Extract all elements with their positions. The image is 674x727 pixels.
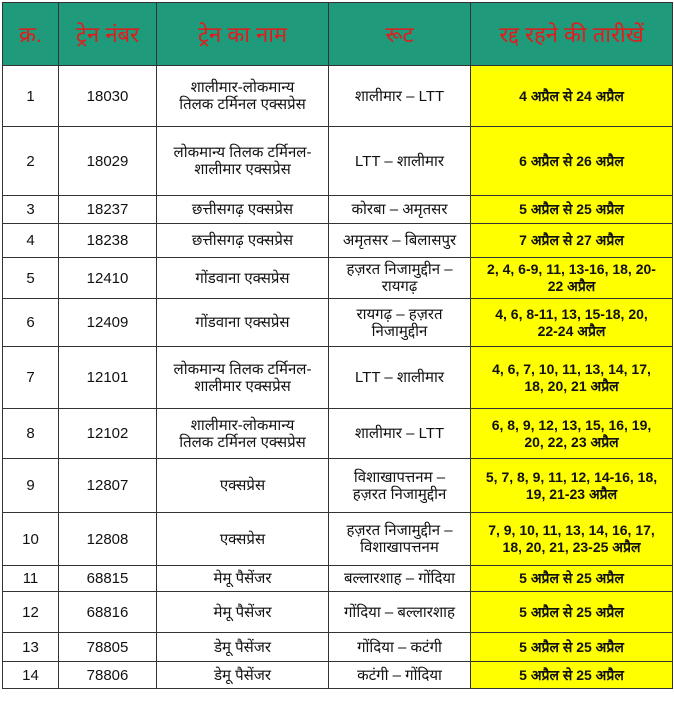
cell-train-name-line: शालीमार एक्सप्रेस [194,161,291,178]
cell-route [329,459,471,513]
cell-train-no-line: 18238 [86,232,129,249]
table-row [3,258,673,299]
cell-sr-line: 3 [26,201,35,218]
cell-train-name-line: डेमू पैसेंजर [213,638,272,656]
cell-dates-line: 18, 20, 21 अप्रैल [524,377,619,394]
cell-sr-line: 12 [22,603,39,621]
cell-train-no-line: 78805 [86,638,129,656]
cell-sr [3,196,59,224]
cell-sr [3,224,59,258]
table-row [3,566,673,592]
cell-train-name [157,592,329,633]
cancelled-trains-table [2,2,673,689]
cell-train-name-line: मेमू पैसेंजर [213,603,272,621]
cell-train-name-line: छत्तीसगढ़ एक्सप्रेस [191,232,294,249]
cell-route [329,127,471,196]
table-row [3,127,673,196]
cell-train-name [157,409,329,459]
cell-route-line: हज़रत निजामुद्दीन – [346,261,453,278]
cell-train-no [59,299,157,347]
cell-train-name [157,459,329,513]
cell-route [329,347,471,409]
cell-route-line: बल्लारशाह – गोंदिया [343,570,455,587]
cell-train-no [59,258,157,299]
cell-sr [3,592,59,633]
cell-train-name-line: छत्तीसगढ़ एक्सप्रेस [191,201,294,218]
cell-train-no [59,409,157,459]
cell-route [329,224,471,258]
cell-route [329,592,471,633]
cell-train-no [59,662,157,689]
cell-route-line: LTT – शालीमार [354,369,445,386]
cell-train-no [59,513,157,566]
header-sr: क्र. [3,3,59,66]
cell-train-no-line: 12808 [86,530,129,548]
cell-train-no [59,224,157,258]
cell-sr-line: 14 [22,666,39,684]
header-dates: रद्द रहने की तारीखें [471,3,673,66]
cell-route-line: गोंदिया – बल्लारशाह [343,603,455,621]
cell-dates-line: 4, 6, 7, 10, 11, 13, 14, 17, [492,360,651,377]
cell-dates-line: 22 अप्रैल [547,278,596,294]
cell-dates [471,662,673,689]
cell-dates-line: 5 अप्रैल से 25 अप्रैल [519,201,624,217]
cell-route [329,409,471,459]
cell-route [329,662,471,689]
cell-route [329,513,471,566]
cell-train-name-line: तिलक टर्मिनल एक्सप्रेस [179,96,306,113]
cell-train-no-line: 18030 [86,87,129,105]
cell-train-no-line: 12807 [86,477,129,494]
cell-train-no [59,459,157,513]
cell-route-line: हज़रत निजामुद्दीन – [346,522,453,539]
table-row [3,224,673,258]
cell-train-name-line: गोंडवाना एक्सप्रेस [195,314,290,331]
cell-route-line: शालीमार – LTT [354,425,445,442]
cell-train-no [59,66,157,127]
cell-sr [3,513,59,566]
cell-dates [471,66,673,127]
table-row [3,409,673,459]
cell-route [329,66,471,127]
cell-sr-line: 2 [26,152,35,170]
cell-sr [3,258,59,299]
table-row [3,196,673,224]
cell-sr-line: 10 [22,530,39,548]
cell-dates-line: 7 अप्रैल से 27 अप्रैल [519,232,624,248]
table-row [3,662,673,689]
cell-train-name [157,299,329,347]
cell-train-no [59,196,157,224]
cell-dates [471,513,673,566]
cell-sr-line: 5 [26,269,35,287]
cell-train-name-line: लोकमान्य तिलक टर्मिनल- [173,144,312,161]
cell-dates-line: 6, 8, 9, 12, 13, 15, 16, 19, [491,416,652,433]
cell-sr [3,662,59,689]
table-row [3,513,673,566]
header-route: रूट [329,3,471,66]
cell-dates-line: 5, 7, 8, 9, 11, 12, 14-16, 18, [485,468,658,485]
cell-route [329,633,471,662]
cell-dates-line: 5 अप्रैल से 25 अप्रैल [519,570,624,586]
table-row [3,347,673,409]
cell-sr [3,409,59,459]
cell-sr [3,127,59,196]
cell-dates-line: 4, 6, 8-11, 13, 15-18, 20, [495,305,648,322]
cell-dates [471,566,673,592]
cell-route [329,196,471,224]
cell-train-no-line: 12410 [86,269,129,287]
cell-dates [471,258,673,299]
cell-dates [471,633,673,662]
cell-train-no [59,592,157,633]
cell-train-name-line: एक्सप्रेस [219,530,266,548]
cell-train-name-line: शालीमार एक्सप्रेस [194,377,291,395]
cell-train-no-line: 68815 [86,570,129,587]
cell-train-no-line: 68816 [86,603,129,621]
cell-sr-line: 7 [26,369,35,386]
cell-route-line: कोरबा – अमृतसर [351,201,448,218]
cell-dates [471,299,673,347]
cell-train-name-line: तिलक टर्मिनल एक्सप्रेस [179,433,306,451]
cell-dates-line: 5 अप्रैल से 25 अप्रैल [519,638,624,655]
cell-route [329,299,471,347]
cell-dates-line: 5 अप्रैल से 25 अप्रैल [519,666,624,683]
cell-dates-line: 18, 20, 21, 23-25 अप्रैल [502,539,641,555]
cell-dates-line: 6 अप्रैल से 26 अप्रैल [519,152,624,169]
cell-sr-line: 11 [22,570,39,587]
cell-train-no-line: 78806 [86,666,129,684]
cell-route [329,258,471,299]
cell-dates [471,224,673,258]
cell-sr-line: 1 [26,87,35,105]
cell-train-no-line: 12101 [86,369,129,386]
cell-train-name [157,566,329,592]
table-row [3,299,673,347]
cell-route-line: निजामुद्दीन [371,322,428,340]
cell-route-line: विशाखापत्तनम [360,539,439,556]
cell-dates-line: 5 अप्रैल से 25 अप्रैल [519,603,624,620]
table-row [3,459,673,513]
cell-route-line: अमृतसर – बिलासपुर [342,232,457,249]
cell-sr [3,459,59,513]
cell-sr [3,347,59,409]
cell-train-no-line: 18029 [86,152,129,170]
cell-dates-line: 20, 22, 23 अप्रैल [524,433,619,450]
cell-dates [471,409,673,459]
cell-route-line: कटंगी – गोंदिया [357,666,442,684]
cell-dates [471,347,673,409]
cell-dates-line: 7, 9, 10, 11, 13, 14, 16, 17, [488,522,655,538]
table-row [3,592,673,633]
cell-train-no [59,127,157,196]
cell-train-name-line: लोकमान्य तिलक टर्मिनल- [173,360,312,378]
cell-route [329,566,471,592]
cell-dates-line: 2, 4, 6-9, 11, 13-16, 18, 20- [487,261,656,277]
cell-train-name-line: डेमू पैसेंजर [213,666,272,684]
cell-train-name-line: मेमू पैसेंजर [213,570,272,587]
header-train-no: ट्रेन नंबर [59,3,157,66]
cell-train-name [157,196,329,224]
cell-train-name-line: एक्सप्रेस [219,477,266,494]
cell-train-name [157,513,329,566]
cell-train-name [157,224,329,258]
cell-train-name [157,66,329,127]
table-row [3,66,673,127]
cell-train-no-line: 12102 [86,425,129,442]
table-row [3,633,673,662]
cell-route-line: शालीमार – LTT [354,87,445,105]
cell-route-line: हज़रत निजामुद्दीन [352,485,447,503]
cell-train-no [59,633,157,662]
cell-dates [471,196,673,224]
cell-sr [3,633,59,662]
cell-train-name-line: गोंडवाना एक्सप्रेस [195,269,290,287]
table-header-row [3,3,673,66]
cell-train-name [157,347,329,409]
cell-train-name-line: शालीमार-लोकमान्य [190,79,295,96]
cell-train-name-line: शालीमार-लोकमान्य [190,416,295,434]
cell-sr [3,299,59,347]
cell-dates-line: 4 अप्रैल से 24 अप्रैल [519,87,624,104]
cell-sr-line: 13 [22,638,39,656]
cell-route-line: रायगढ़ – हज़रत [356,305,443,323]
cell-train-name [157,633,329,662]
cell-route-line: विशाखापत्तनम – [353,468,446,486]
cell-dates [471,592,673,633]
header-train-name: ट्रेन का नाम [157,3,329,66]
cell-train-no [59,566,157,592]
cell-train-name [157,127,329,196]
cell-route-line: गोंदिया – कटंगी [357,638,442,656]
cell-dates [471,127,673,196]
cell-route-line: रायगढ़ [381,278,418,295]
cell-sr-line: 4 [26,232,35,249]
cell-sr-line: 6 [26,314,35,331]
cell-train-name [157,258,329,299]
cell-dates-line: 22-24 अप्रैल [537,322,606,339]
cell-sr-line: 9 [26,477,35,494]
cell-train-no [59,347,157,409]
cell-sr-line: 8 [26,425,35,442]
cell-train-no-line: 12409 [86,314,129,331]
cell-train-name [157,662,329,689]
cell-dates [471,459,673,513]
cell-sr [3,66,59,127]
cell-route-line: LTT – शालीमार [354,152,445,170]
cell-train-no-line: 18237 [86,201,129,218]
cell-dates-line: 19, 21-23 अप्रैल [525,485,618,502]
cell-sr [3,566,59,592]
